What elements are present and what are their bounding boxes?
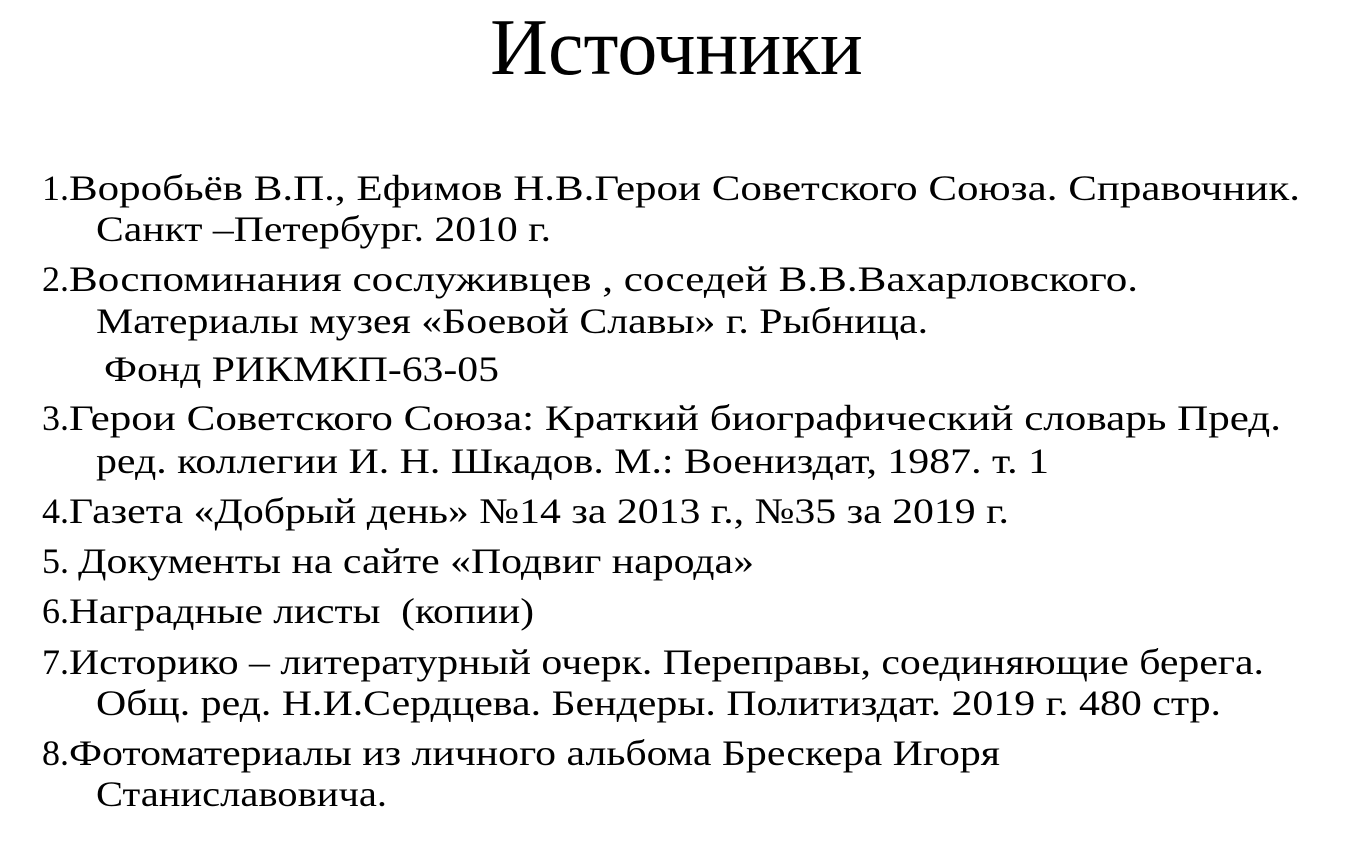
source-2-line-1 — [42, 258, 1139, 300]
source-1-text-1: Воробьёв В.П., Ефимов Н.В.Герои Советского Союза. Справочник. — [69, 168, 1301, 208]
source-3-text-2: ред. коллегии И. Н. Шкадов. М.: Воениздат, 1987. т. 1 — [96, 441, 1050, 481]
source-3-line-1 — [42, 397, 1281, 439]
source-8-text-2: Станиславовича. — [96, 774, 387, 814]
source-1-text-2: Санкт –Петербург. 2010 г. — [96, 209, 551, 249]
source-2-text-1: Воспоминания сослуживцев , соседей В.В.Вахарловского. — [69, 259, 1139, 299]
source-5-text-1: Документы на сайте «Подвиг народа» — [78, 541, 754, 581]
source-7-text-1: Историко – литературный очерк. Переправы, соединяющие берега. — [69, 642, 1264, 682]
source-2-line-2 — [96, 300, 929, 342]
source-2-text-3: Фонд РИКМКП-63-05 — [104, 349, 499, 389]
source-6-number: 6. — [42, 591, 69, 631]
source-4-number: 4. — [42, 491, 69, 531]
slide-title: Источники — [490, 4, 863, 92]
source-1-line-1 — [42, 167, 1301, 209]
source-2-number: 2. — [42, 259, 69, 299]
source-7-line-2 — [96, 682, 1222, 724]
source-5-line-1 — [42, 540, 754, 582]
source-8-line-2 — [96, 773, 387, 815]
source-3-number: 3. — [42, 398, 69, 438]
source-2-line-3 — [104, 348, 499, 390]
source-3-text-1: Герои Советского Союза: Краткий биографический словарь Пред. — [69, 398, 1281, 438]
source-4-text-1: Газета «Добрый день» №14 за 2013 г., №35 за 2019 г. — [69, 491, 1009, 531]
source-4-line-1 — [42, 490, 1009, 532]
source-1-number: 1. — [42, 168, 69, 208]
source-8-number: 8. — [42, 733, 69, 773]
source-1-line-2 — [96, 208, 551, 250]
source-6-line-1 — [42, 590, 535, 632]
source-7-line-1 — [42, 641, 1264, 683]
source-5-number: 5. — [42, 541, 78, 581]
source-7-number: 7. — [42, 642, 69, 682]
source-8-text-1: Фотоматериалы из личного альбома Брескера Игоря — [69, 733, 1001, 773]
source-8-line-1 — [42, 732, 1001, 774]
source-6-text-1: Наградные листы (копии) — [69, 591, 535, 631]
source-2-text-2: Материалы музея «Боевой Славы» г. Рыбница. — [96, 301, 929, 341]
source-3-line-2 — [96, 440, 1050, 482]
source-7-text-2: Общ. ред. Н.И.Сердцева. Бендеры. Политиздат. 2019 г. 480 стр. — [96, 683, 1222, 723]
